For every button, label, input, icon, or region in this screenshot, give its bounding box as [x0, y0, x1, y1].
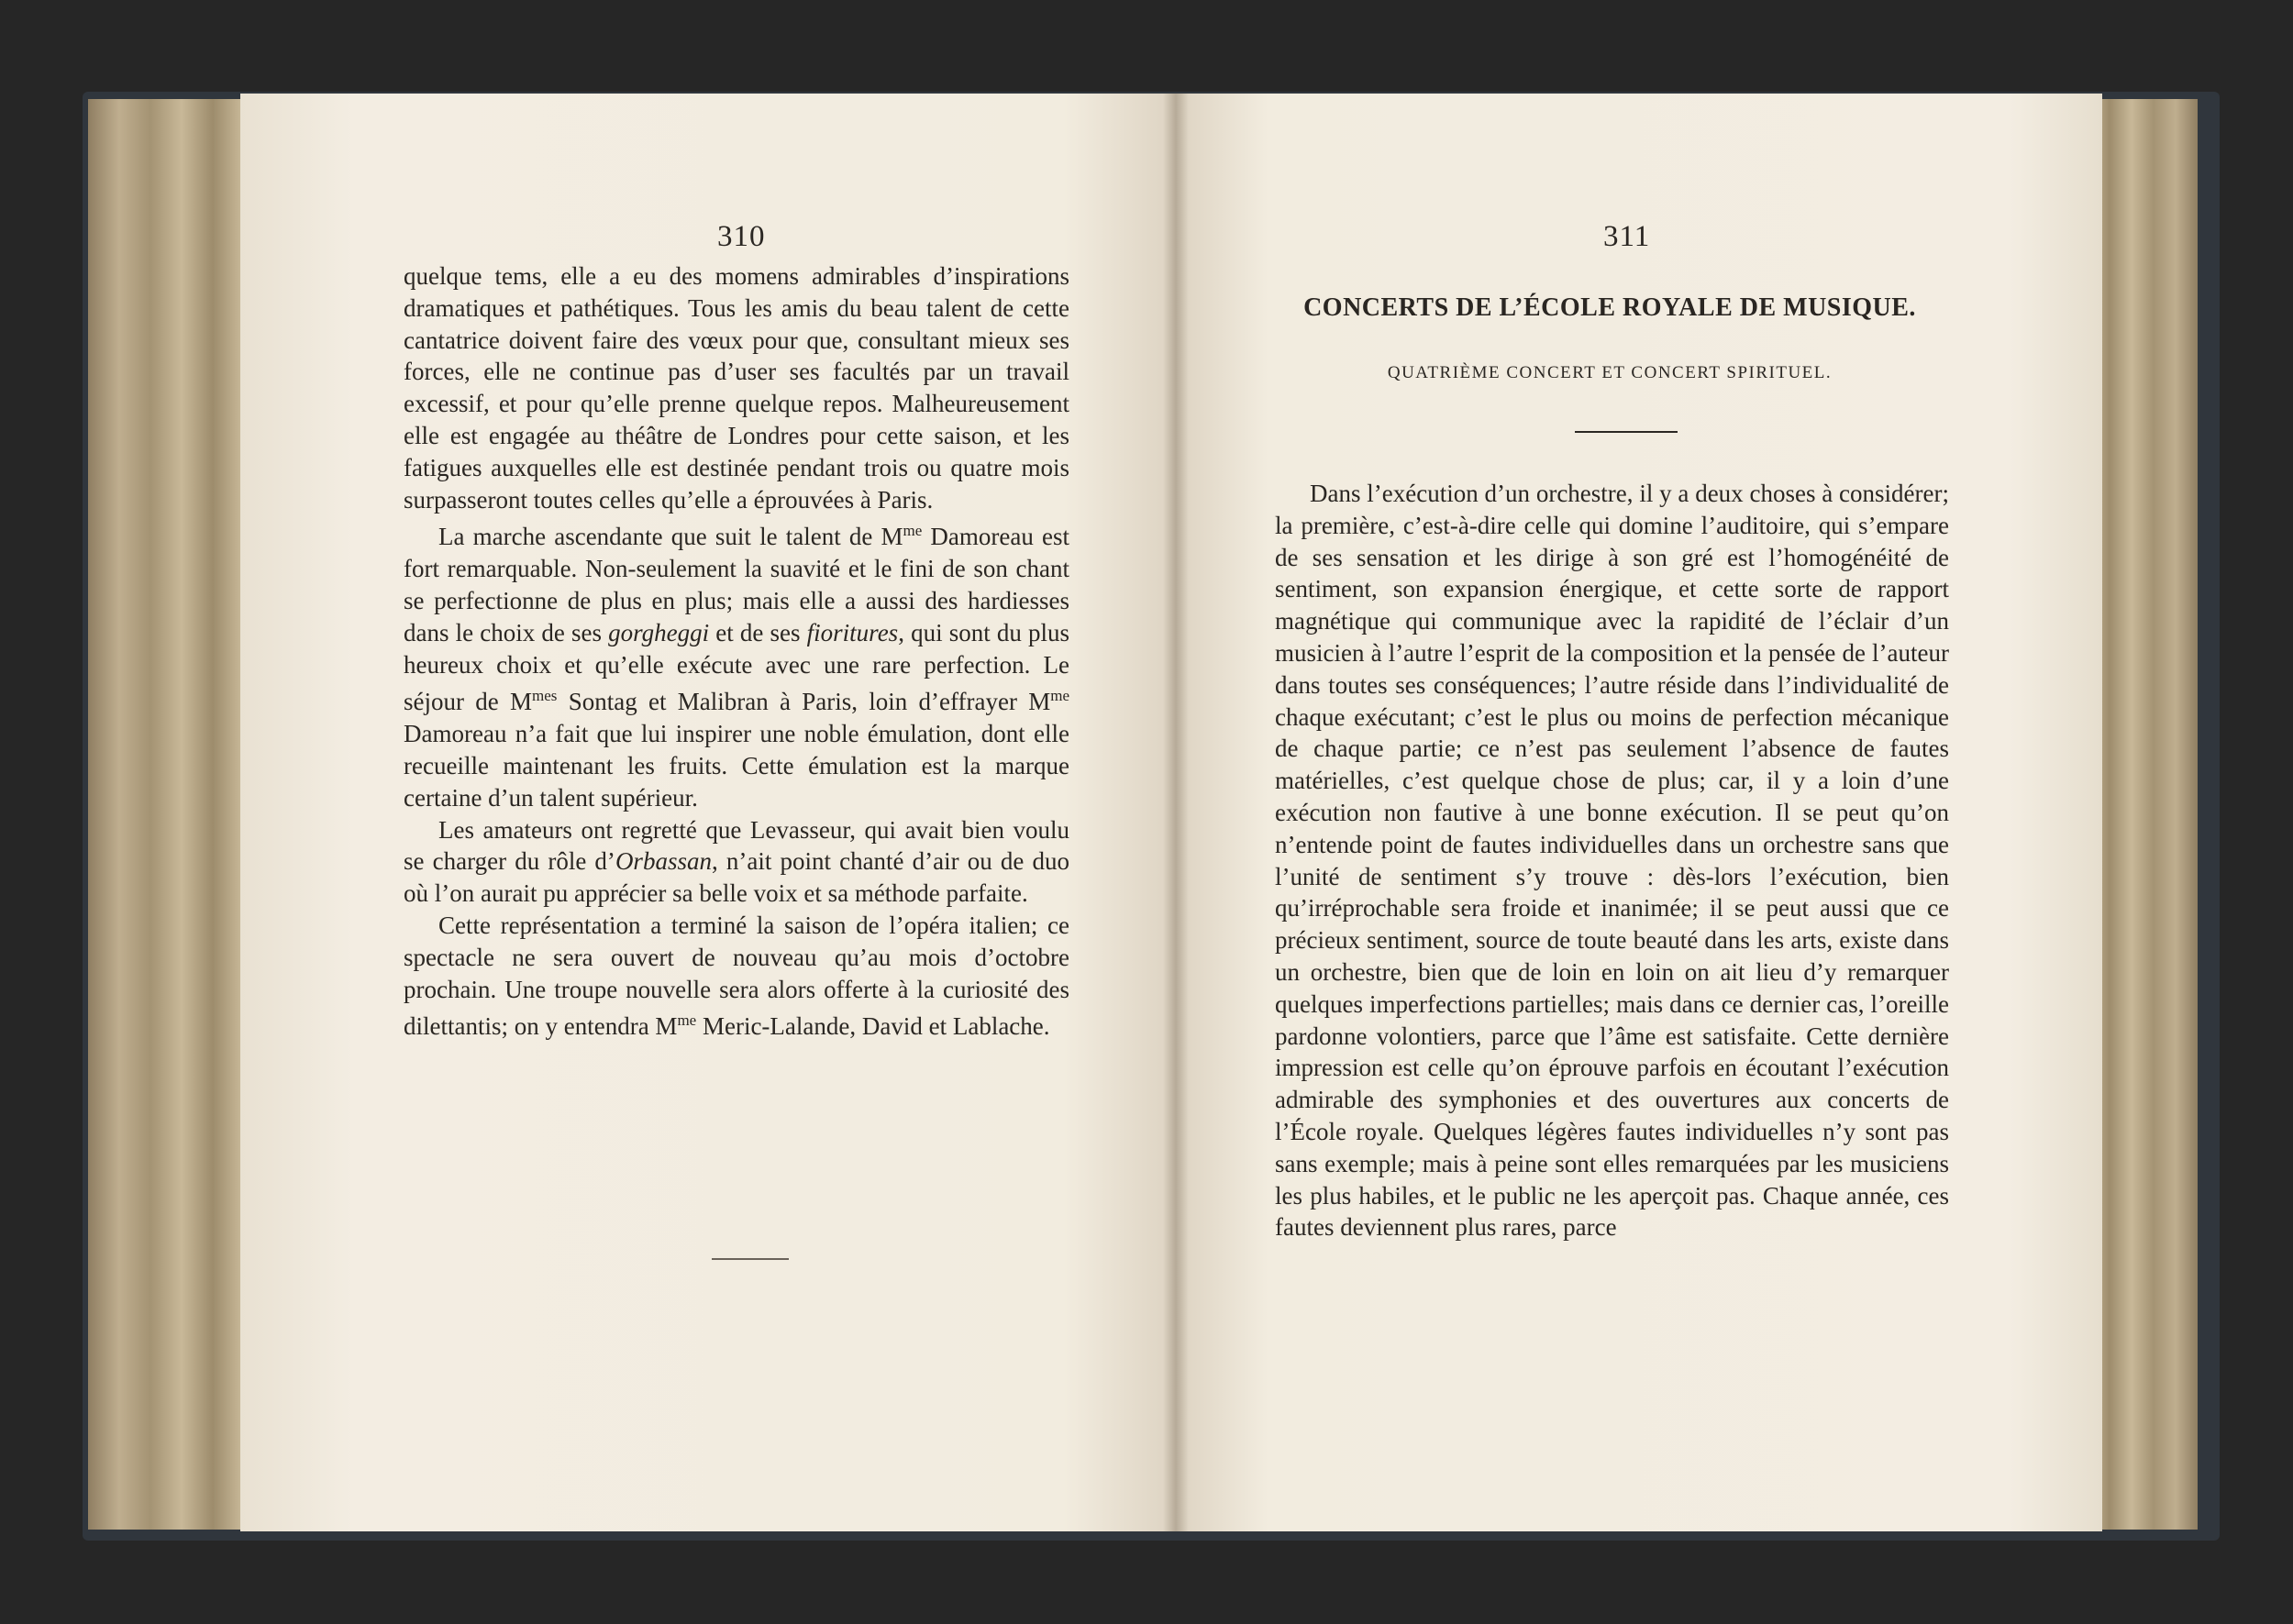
right-page-body: [1275, 478, 1949, 1243]
book-gutter: [1163, 94, 1189, 1531]
article-subtitle: QUATRIÈME CONCERT ET CONCERT SPIRITUEL.: [1387, 363, 1833, 382]
page-number-right: 311: [1603, 220, 1651, 253]
page-edges-left: [88, 99, 244, 1530]
section-rule-left: [712, 1258, 789, 1260]
left-page-body: [404, 260, 1069, 1043]
page-number-left: 310: [717, 220, 766, 253]
article-title: CONCERTS DE L’ÉCOLE ROYALE DE MUSIQUE.: [1303, 293, 1916, 322]
paragraph: Les amateurs ont regretté que Levasseur, qui avait bien voulu se charger du rôle d’Orbassan, n’ait point chanté d’air ou de duo où l’on aurait pu apprécier sa belle voix et sa méthode parfaite.: [404, 815, 1070, 908]
page-edges-right: [2088, 99, 2198, 1530]
section-rule-right: [1575, 431, 1678, 433]
paragraph: Dans l’exécution d’un orchestre, il y a deux choses à considérer; la première, c’est-à-dire celle qui domine l’auditoire, qui s’empare de ses sensation et les dirige à son gré est l’homogénéité de sentiment, son expansion énergique, et cette sorte de rapport magnétique qui communique avec la rapidité de l’éclair d’un musicien à l’autre l’esprit de la composition et la pensée de l’auteur dans toutes ses conséquences; l’autre réside dans l’individualité de chaque exécutant; c’est le plus ou moins de perfection mécanique de chaque partie; ce n’est pas seulement l’absence de fautes matérielles, c’est quelque chose de plus; car, il y a loin d’une exécution non fautive à une bonne exécution. Il se peut qu’on n’entende point de fautes individuelles dans un orchestre sans que l’unité de sentiment s’y trouve : dès-lors l’exécution, bien qu’irréprochable sera froide et inanimée; il se peut aussi que ce précieux sentiment, source de toute beauté dans les arts, existe dans un orchestre, bien que de loin en loin on ait lieu d’y remarquer quelques imperfections partielles; mais dans ce dernier cas, l’oreille pardonne volontiers, parce que l’âme est satisfaite. Cette dernière impression est celle qu’on éprouve parfois en écoutant l’exécution admirable des symphonies et des ouvertures aux concerts de l’École royale. Quelques légères fautes individuelles n’y sont pas sans exemple; mais à peine sont elles remarquées par les musiciens les plus habiles, et le public ne les aperçoit pas. Chaque année, ces fautes deviennent plus rares, parce: [1275, 480, 1949, 1242]
paragraph: La marche ascendante que suit le talent de $M^{me}$ Damoreau est fort remarquable. Non-seulement la suavité et le fini de son chant se perfectionne de plus en plus; mais elle a aussi des hardiesses dans le choix de ses gorgheggi et de ses fioritures, qui sont du plus heureux choix et qu’elle exécute avec une rare perfection. Le séjour de $M^{mes}$ Sontag et Malibran à Paris, loin d’effrayer $M^{me}$ Damoreau n’a fait que lui inspirer une noble émulation, dont elle recueille maintenant les fruits. Cette émulation est la marque certaine d’un talent supérieur.: [404, 522, 1070, 812]
paragraph: Cette représentation a terminé la saison de l’opéra italien; ce spectacle ne sera ouvert de nouveau qu’au mois d’octobre prochain. Une troupe nouvelle sera alors offerte à la curiosité des dilettantis; on y entendra $M^{me}$ Meric-Lalande, David et Lablache.: [404, 911, 1069, 1041]
paragraph: quelque tems, elle a eu des momens admirables d’inspirations dramatiques et pathétiques. Tous les amis du beau talent de cette cantatrice doivent faire des vœux pour que, consultant mieux ses forces, elle ne continue pas d’user ses facultés par un travail excessif, et pour qu’elle prenne quelque repos. Malheureusement elle est engagée au théâtre de Londres pour cette saison, et les fatigues auxquelles elle est destinée pendant trois ou quatre mois surpasseront toutes celles qu’elle a éprouvées à Paris.: [404, 262, 1069, 514]
